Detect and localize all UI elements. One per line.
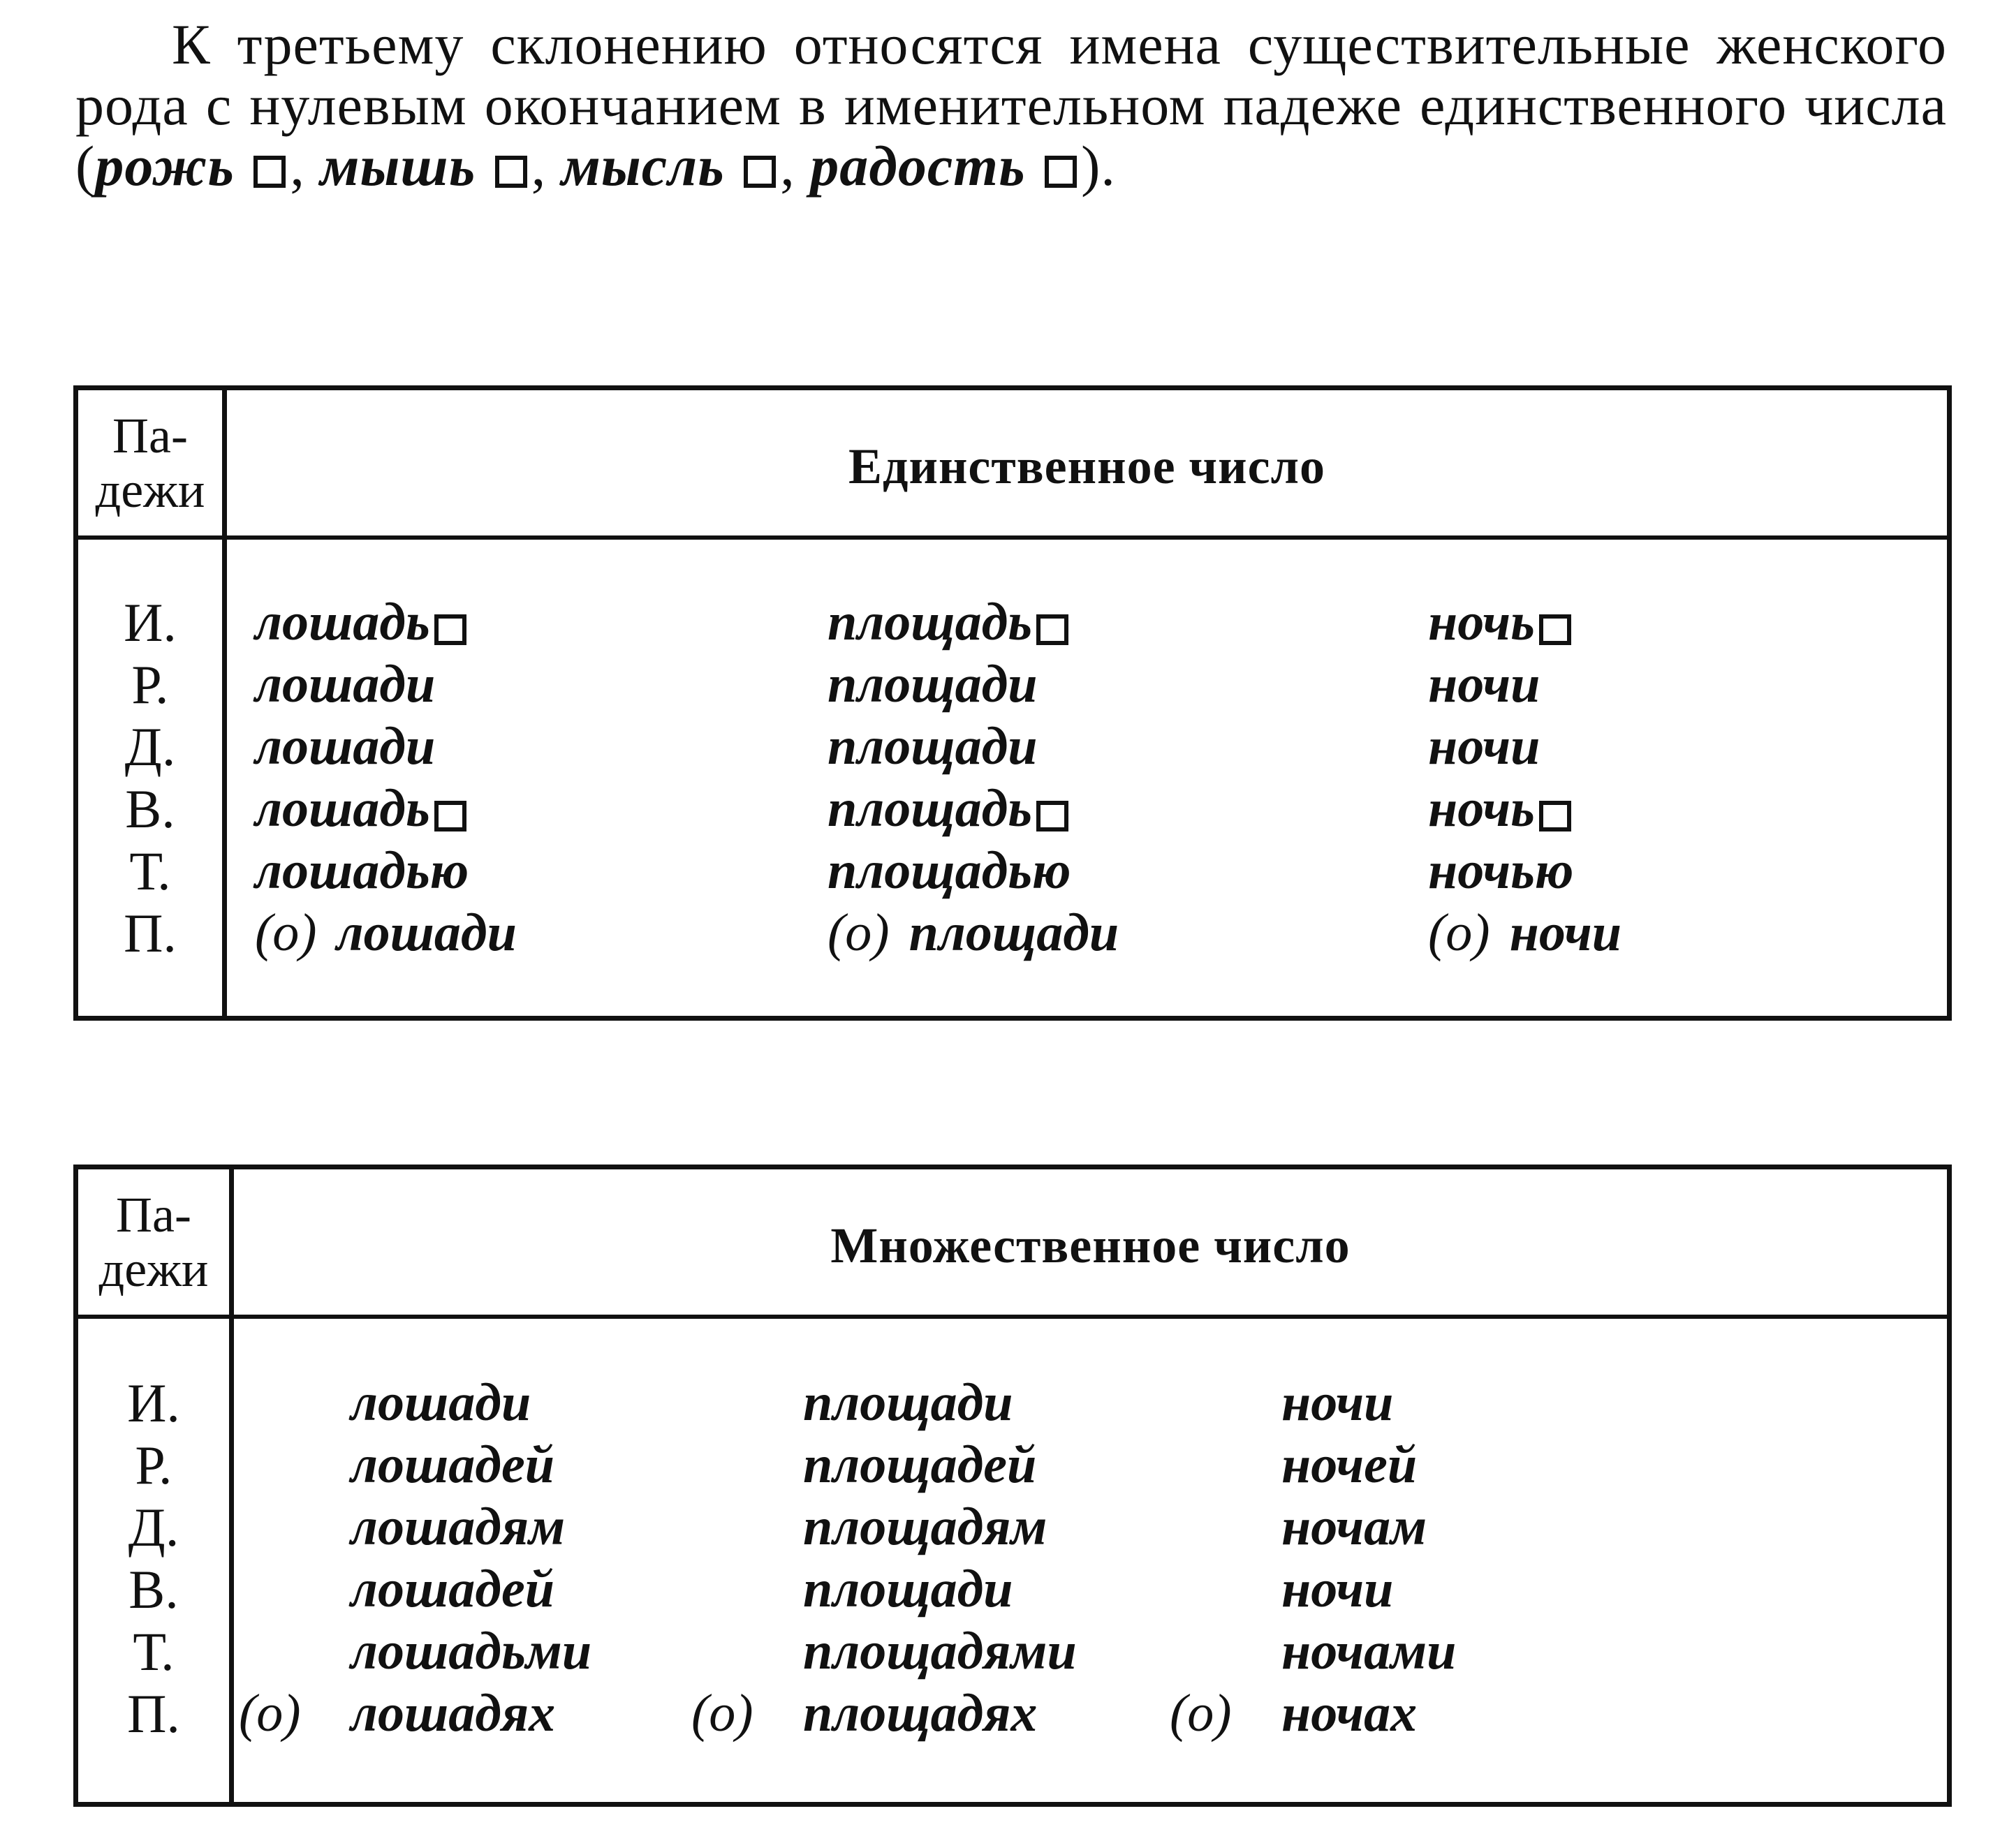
- word: площадями: [803, 1622, 1077, 1680]
- word-column: [1170, 1372, 1457, 1745]
- word-form: [1428, 591, 1621, 653]
- null-ending-square-icon: [495, 156, 527, 188]
- word-form: [1428, 840, 1621, 902]
- preposition: (о): [1428, 903, 1490, 962]
- word: лошадь: [255, 779, 430, 838]
- case-label: В.: [125, 778, 175, 839]
- word-form: [828, 840, 1119, 902]
- word: ночь: [1428, 779, 1535, 838]
- word-form: [255, 902, 517, 964]
- null-ending-square-icon: [434, 614, 466, 645]
- word-column: [255, 591, 517, 964]
- word-form: [828, 716, 1119, 778]
- word: лошадей: [351, 1435, 555, 1494]
- word-form: [1281, 1620, 1456, 1683]
- case-label: В.: [128, 1559, 179, 1620]
- null-ending-square-icon: [253, 156, 286, 188]
- intro-paragraph: К третьему склонению относятся имена существительные женского рода с нулевым окончанием в именительном падеже единственного числа (рожь , мышь , мысль , радость ).: [75, 13, 1947, 198]
- word-column: [828, 591, 1119, 964]
- word: ночей: [1281, 1435, 1418, 1494]
- word: ночи: [1428, 717, 1540, 776]
- null-ending-square-icon: [1539, 614, 1571, 645]
- word-form: [255, 653, 517, 716]
- example-word: мысль: [561, 134, 725, 198]
- word-form: [1281, 1434, 1456, 1496]
- case-label: И.: [127, 1373, 180, 1433]
- word: площадей: [803, 1435, 1037, 1494]
- word-form: [351, 1620, 591, 1683]
- word-form: [691, 1683, 1077, 1745]
- word: лошади: [336, 903, 517, 962]
- word-form: [1170, 1683, 1456, 1745]
- column-divider: [222, 390, 227, 1016]
- example-word: радость: [810, 134, 1026, 198]
- word-form: [803, 1558, 1077, 1620]
- word-column: [239, 1372, 592, 1745]
- table-title: Единственное число: [848, 438, 1325, 494]
- word-form: [255, 840, 517, 902]
- header-divider: [78, 1315, 1947, 1319]
- word: площади: [803, 1373, 1013, 1432]
- cases-header: Па- дежи: [98, 1187, 209, 1297]
- word: площадь: [828, 779, 1033, 838]
- header-divider: [78, 535, 1947, 540]
- word-form: [803, 1496, 1077, 1558]
- null-ending-square-icon: [1036, 614, 1068, 645]
- word: ночи: [1428, 655, 1540, 714]
- word-form: [351, 1434, 591, 1496]
- preposition: (о): [828, 903, 890, 962]
- case-label: Т.: [133, 1621, 175, 1682]
- column-divider: [229, 1169, 234, 1802]
- word-form: [803, 1434, 1077, 1496]
- intro-text: К третьему склонению относятся имена существительные женского рода с нулевым окончанием в именительном падеже единственного числа (: [75, 13, 1947, 198]
- word: лошадь: [255, 593, 430, 651]
- null-ending-square-icon: [434, 801, 466, 831]
- word: ночь: [1428, 593, 1535, 651]
- word-form: [803, 1372, 1077, 1434]
- word: лошади: [255, 655, 436, 714]
- word-form: [1428, 716, 1621, 778]
- word-form: [828, 778, 1119, 840]
- preposition: (о): [255, 903, 317, 962]
- preposition: (о): [691, 1684, 753, 1743]
- word: ночи: [1509, 903, 1622, 962]
- word-form: [351, 1558, 591, 1620]
- word-form: [1281, 1558, 1456, 1620]
- word: лошадей: [351, 1560, 555, 1618]
- word-form: [239, 1683, 591, 1745]
- word-form: [828, 653, 1119, 716]
- word: площади: [803, 1560, 1013, 1618]
- null-ending-square-icon: [1045, 156, 1077, 188]
- null-ending-square-icon: [1036, 801, 1068, 831]
- word-form: [1281, 1372, 1456, 1434]
- word: лошади: [255, 717, 436, 776]
- example-word: рожь: [95, 134, 235, 198]
- word: лошадях: [351, 1684, 556, 1743]
- word: площадью: [828, 841, 1071, 900]
- case-label: Д.: [124, 716, 176, 777]
- word: лошадью: [255, 841, 469, 900]
- intro-text-end: ).: [1081, 134, 1116, 198]
- word-column: [1428, 591, 1621, 964]
- word: ночах: [1281, 1684, 1418, 1743]
- word-form: [255, 778, 517, 840]
- case-label: П.: [127, 1683, 180, 1744]
- word: лошади: [351, 1373, 531, 1432]
- word: ночи: [1281, 1373, 1394, 1432]
- case-label: Р.: [135, 1435, 172, 1495]
- word: ночами: [1281, 1622, 1457, 1680]
- word-form: [255, 591, 517, 653]
- word: площадь: [828, 593, 1033, 651]
- word-form: [828, 902, 1119, 964]
- word: лошадям: [351, 1498, 566, 1556]
- null-ending-square-icon: [1539, 801, 1571, 831]
- case-label: И.: [124, 592, 177, 653]
- word: площадях: [803, 1684, 1038, 1743]
- word: площади: [828, 655, 1038, 714]
- table-title: Множественное число: [830, 1218, 1351, 1273]
- case-labels: [78, 591, 222, 964]
- preposition: (о): [1170, 1684, 1232, 1743]
- word-form: [1281, 1496, 1456, 1558]
- word-form: [1428, 902, 1621, 964]
- case-label: П.: [124, 903, 177, 963]
- word: лошадьми: [351, 1622, 592, 1680]
- word-form: [255, 716, 517, 778]
- case-label: Р.: [131, 654, 169, 715]
- case-label: Д.: [128, 1497, 179, 1558]
- example-word: мышь: [320, 134, 476, 198]
- word: площадям: [803, 1498, 1047, 1556]
- case-labels: [78, 1372, 229, 1745]
- word-form: [828, 591, 1119, 653]
- word-form: [1428, 778, 1621, 840]
- word: ночам: [1281, 1498, 1427, 1556]
- plural-declension-table: [73, 1165, 1952, 1807]
- word-form: [351, 1372, 591, 1434]
- preposition: (о): [239, 1684, 301, 1743]
- word: площади: [909, 903, 1119, 962]
- word: ночи: [1281, 1560, 1394, 1618]
- word-form: [351, 1496, 591, 1558]
- cases-header: Па- дежи: [95, 408, 205, 518]
- null-ending-square-icon: [744, 156, 776, 188]
- word-form: [803, 1620, 1077, 1683]
- word: площади: [828, 717, 1038, 776]
- word-form: [1428, 653, 1621, 716]
- singular-declension-table: [73, 385, 1952, 1021]
- word: ночью: [1428, 841, 1574, 900]
- case-label: Т.: [129, 841, 171, 901]
- word-column: [691, 1372, 1077, 1745]
